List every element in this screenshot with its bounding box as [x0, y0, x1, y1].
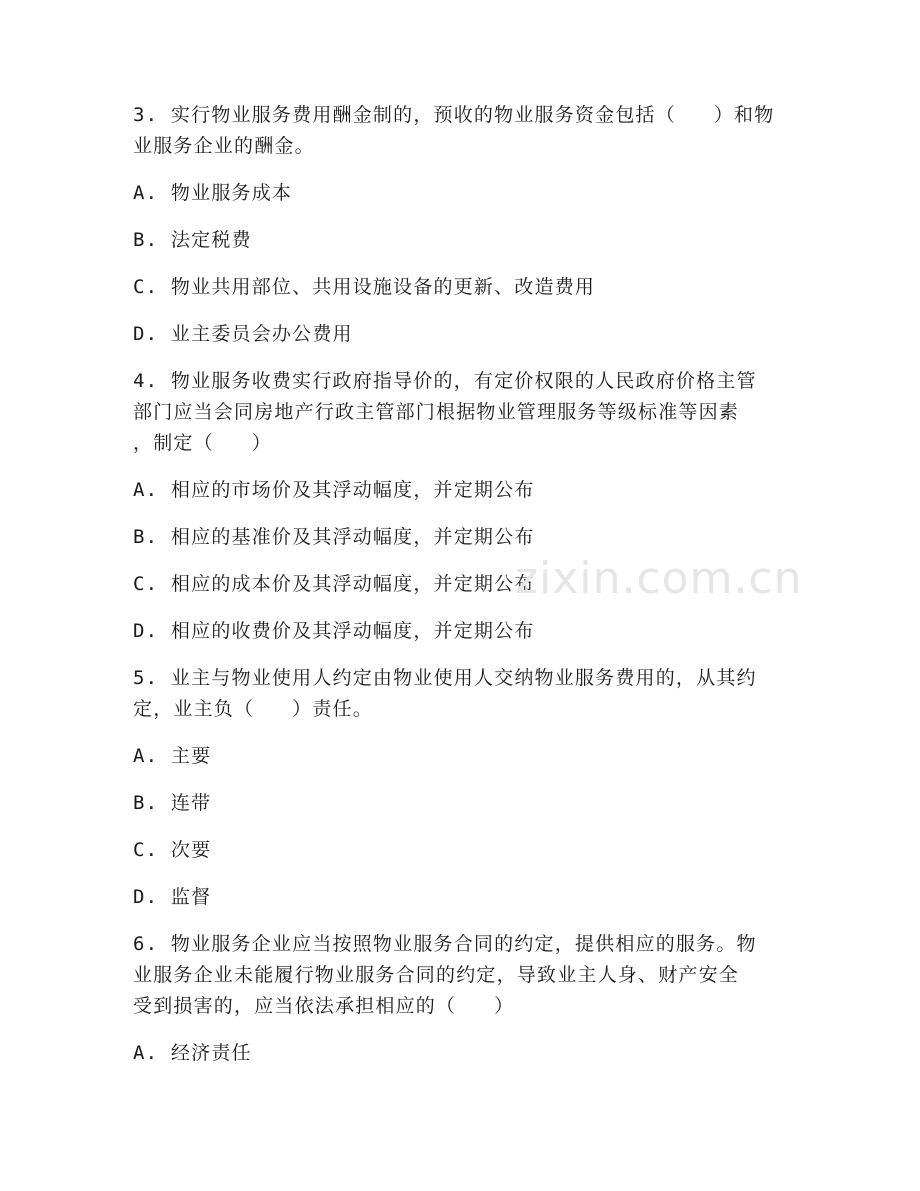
document-page [133, 100, 783, 1069]
question-5-option-c: C. 次要 [133, 839, 212, 861]
question-4-stem-line-1: 4. 物业服务收费实行政府指导价的，有定价权限的人民政府价格主管 [133, 370, 757, 392]
question-5-stem-line-2: 定，业主负（ ）责任。 [133, 698, 373, 720]
question-5-option-d: D. 监督 [133, 886, 212, 908]
question-4-stem-line-3: ，制定（ ） [133, 432, 272, 454]
question-5-option-a: A. 主要 [133, 745, 212, 767]
question-3 [133, 100, 783, 366]
question-4 [133, 366, 783, 663]
question-3-option-c: C. 物业共用部位、共用设施设备的更新、改造费用 [133, 276, 596, 298]
question-4-stem-line-2: 部门应当会同房地产行政主管部门根据物业管理服务等级标准等因素 [133, 401, 740, 423]
question-5-stem-line-1: 5. 业主与物业使用人约定由物业使用人交纳物业服务费用的，从其约 [133, 667, 757, 689]
question-6-stem-line-2: 业服务企业未能履行物业服务合同的约定，导致业主人身、财产安全 [133, 964, 740, 986]
watermark-text: zixin.com.cn [515, 553, 803, 604]
question-3-option-d: D. 业主委员会办公费用 [133, 323, 353, 345]
question-4-option-a: A. 相应的市场价及其浮动幅度，并定期公布 [133, 479, 535, 501]
question-5-option-b: B. 连带 [133, 792, 212, 814]
question-6-stem-line-3: 受到损害的，应当依法承担相应的（ ） [133, 995, 515, 1017]
question-6-stem-line-1: 6. 物业服务企业应当按照物业服务合同的约定，提供相应的服务。物 [133, 933, 757, 955]
question-4-option-b: B. 相应的基准价及其浮动幅度，并定期公布 [133, 526, 535, 548]
question-3-stem-line-2: 业服务企业的酬金。 [133, 135, 315, 157]
question-6-option-a: A. 经济责任 [133, 1042, 252, 1064]
question-6 [133, 929, 783, 1069]
question-3-stem-line-1: 3. 实行物业服务费用酬金制的，预收的物业服务资金包括（ ）和物 [133, 104, 775, 126]
question-4-option-d: D. 相应的收费价及其浮动幅度，并定期公布 [133, 620, 535, 642]
question-4-option-c: C. 相应的成本价及其浮动幅度，并定期公布 [133, 573, 535, 595]
question-3-option-b: B. 法定税费 [133, 229, 252, 251]
question-5 [133, 663, 783, 929]
question-3-option-a: A. 物业服务成本 [133, 182, 293, 204]
